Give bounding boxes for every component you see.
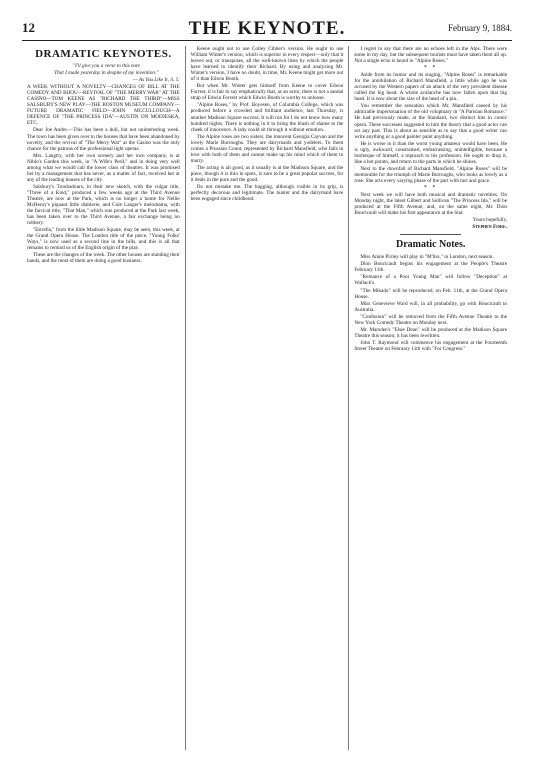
paragraph: Dear Joe Andre.—This has been a dull, but not uninteresting week. The town has been given over to the houses that have been abandoned by novelty, and the revival of "The Merry War" at the Casino was the only chance for the patrons of the professional light operas. [27, 127, 180, 152]
paragraph: Do not mistake me. The hugging, although visible in its grip, is perfectly decorous and legitimate. The hunter and the dairymaid have been engaged since childhood. [190, 184, 344, 203]
note-item: "Confusion" will be removed from the Fifth Avenue Theatre to the New York Comedy Theatre on Monday next. [354, 313, 508, 326]
epigraph-attribution: — As You Like It, ii. 5. [133, 77, 180, 84]
masthead: THE KEYNOTE. [188, 18, 346, 39]
issue-date: February 9, 1884. [448, 23, 512, 33]
paragraph: He is worse in it than the worst young amateur would have been. He is ugly, awkward, constrained, embarrassing, unintelligible, because a burlesque of himself, a reproach to his profession. He ought to drop it, like a hot potato, and return to the parts in which he shines. [354, 140, 508, 165]
paragraph: I regret to say that there are no echoes left in the Alps. There were some in my day, but the subsequent tourists must have taken them all up. Not a single echo is heard in "Alpine Roses." [354, 46, 508, 65]
epigraph-line-1: "I'll give you a verse to this note [72, 63, 140, 69]
paragraph: "Alpine Roses," by Prof. Boyesen, of Columbia College, which was produced before a crowded and brilliant audience, last Thursday, is another Madison Square success. It will run for I do not know how many hundred nights. There is nothing in it to bring the blush of shame to the cheek of innocence. A lady could sit through it without emotion. [190, 102, 344, 133]
epigraph-line-2: That I made yesterday in despite of my invention." [54, 70, 159, 77]
paragraph: Salsbury's Troubadours, in their new sketch, with the vulgar title, "Three of a Kind," produced a few weeks ago at the Third Avenue Theatre, are now at the Park, which is no longer a home for Nellie McHenry's piquant little diablerie, and Cole Langer's melodrama, with the farcical title, "That Man," which was produced at the Park last week, has been taken over to the Third Avenue, a fair exchange being no robbery. [27, 183, 180, 227]
note-item: Miss Genevieve Ward will, in all probability, go with Boucicault to Australia. [354, 300, 508, 313]
note-item: Dion Boucicault begins his engagement at the People's Theatre February 11th. [354, 261, 508, 274]
closing: Yours hopefully, [472, 217, 508, 224]
note-item: John T. Raymond will commence his engagement at the Fourteenth Street Theatre on February 11th with "For Congress." [354, 339, 508, 352]
paragraph: Next week we will have both musical and dramatic novelties. On Monday night, the latest Gilbert and Sullivan "The Princess Ida," will be produced at the Fifth Avenue, and, on the same night, Mr. Dion Boucicault will make his first appearance at the Star. [354, 191, 508, 217]
note-item: "The Mikado" will be reproduced, on Feb. 11th, at the Grand Opera House. [354, 287, 508, 300]
column-3 [348, 46, 512, 750]
paragraph: The Alpine roses are two sisters, the innocent Georgia Cayvan and the lovely Marie Burroughs. They are dairymaids and yodelers. To them comes a Prussian Count, represented by Richard Mansfield, who falls in love with both of them and cannot make up his mind which of them to marry. [190, 133, 344, 164]
paragraph: The acting is all good, as it usually is at the Madison Square, and the piece, though it is thin in spots, is sure to be a great popular success, for it deals in the pure and the good. [190, 164, 344, 183]
note-item: Miss Annie Pixley will play in "M'liss," in London, next season. [360, 254, 494, 261]
paragraph: Mrs. Langtry, with her own scenery and her own company, is at Niblo's Garden this week, in "A Wife's Peril," and in doing very well among what we would call the lower class of theatres. It was promised her by a management that has never, as a matter of fact, received her at any of the leading houses of the city. [27, 152, 180, 183]
signature: Stephen Fiske. [472, 224, 508, 231]
paragraph: You remember the sensation which Mr. Mansfield caused by his admirable impersonation of the old voluptuary in "A Parisian Romance." He had previously made, at the Standard, two distinct hits in comic opera. These successes suggested to him the theory that a good actor can act any part. This is about as sensible as to say that a good writer can write anything or a good painter paint anything. [354, 103, 508, 140]
section-separator: * * [423, 65, 438, 72]
paragraph: These are the changes of the week. The other houses are standing their hands, and the most of them are doing a good business. [27, 252, 180, 265]
paragraph: Aside from its humor and its singing, "Alpine Roses" is remarkable for the annihilation of Richard Mansfield, a little while ago he was accused by the Western papers of an attack of the very prevalent disease called the big head. A whole avalanche has now fallen upon that big head. It is now about the size of the head of a pin. [354, 72, 508, 103]
note-item: "Romance of a Poor Young Man" will follow "Deception" at Wallack's. [354, 274, 508, 287]
section-title: DRAMATIC KEYNOTES. [35, 48, 172, 60]
notes-title: Dramatic Notes. [395, 239, 466, 251]
paragraph: "Estrella," from the little Madison Square, may be seen, this week, at the Grand Opera House. The London title of the piece, "Young Folks' Ways," is now used as a second line in the bills, and this is all that remains to remind us of the English origin of the play. [27, 227, 180, 252]
note-item: Mr. Marsden's "Elsie Dean" will be produced at the Madison Square Theatre this season; it has been rewritten. [354, 326, 508, 339]
paragraph: Next to the downfall of Richard Mansfield, "Alpine Roses" will be memorable for the triumph of Marie Burroughs, who looks as lovely as a rose. She acts every varying phase of the part with tact and grace. [354, 165, 508, 184]
text-columns [22, 46, 512, 750]
divider [400, 234, 461, 235]
page-header [22, 18, 512, 41]
section-separator: * * [423, 184, 438, 191]
column-2 [185, 46, 349, 750]
paragraph: But when Mr. Winter gets himself from Keene to cover Edwin Forrest, it is fair to say emphatically that, as an actor, there is not a sandal strap of Edwin Forrest which Edwin Booth is worthy to unloose. [190, 83, 344, 102]
lede-summary: A WEEK WITHOUT A NOVELTY—CHANGES OF BILL AT THE COMEDY AND BIJOU—REVIVAL OF "THE MERRY WAR" AT THE CASINO—TOM KEENE AS "RICHARD THE THIRD"—MISS SALSBURY'S NEW PLAY—THE BOSTON MUSEUM COMPANY—FUTURE DRAMATIC FIELD—JOHN MCCULLOUGH—A DEFENCE OF "THE PRINCESS IDA"—AUSTIN ON MODJESKA, ETC. [27, 84, 180, 127]
page-number: 12 [22, 20, 35, 35]
paragraph: Keene ought not to use Colley Cibber's version. He ought to use William Winter's version, which is superior in every respect—only that it leaves out, or transposes, all the well-known lines by which the people have learned to identify their Richard. By using and analyzing Mr. Winter's version, I have no doubt, in time, Mr. Keene might get more out of it than Edwin Booth. [190, 46, 344, 83]
column-1 [22, 46, 185, 750]
